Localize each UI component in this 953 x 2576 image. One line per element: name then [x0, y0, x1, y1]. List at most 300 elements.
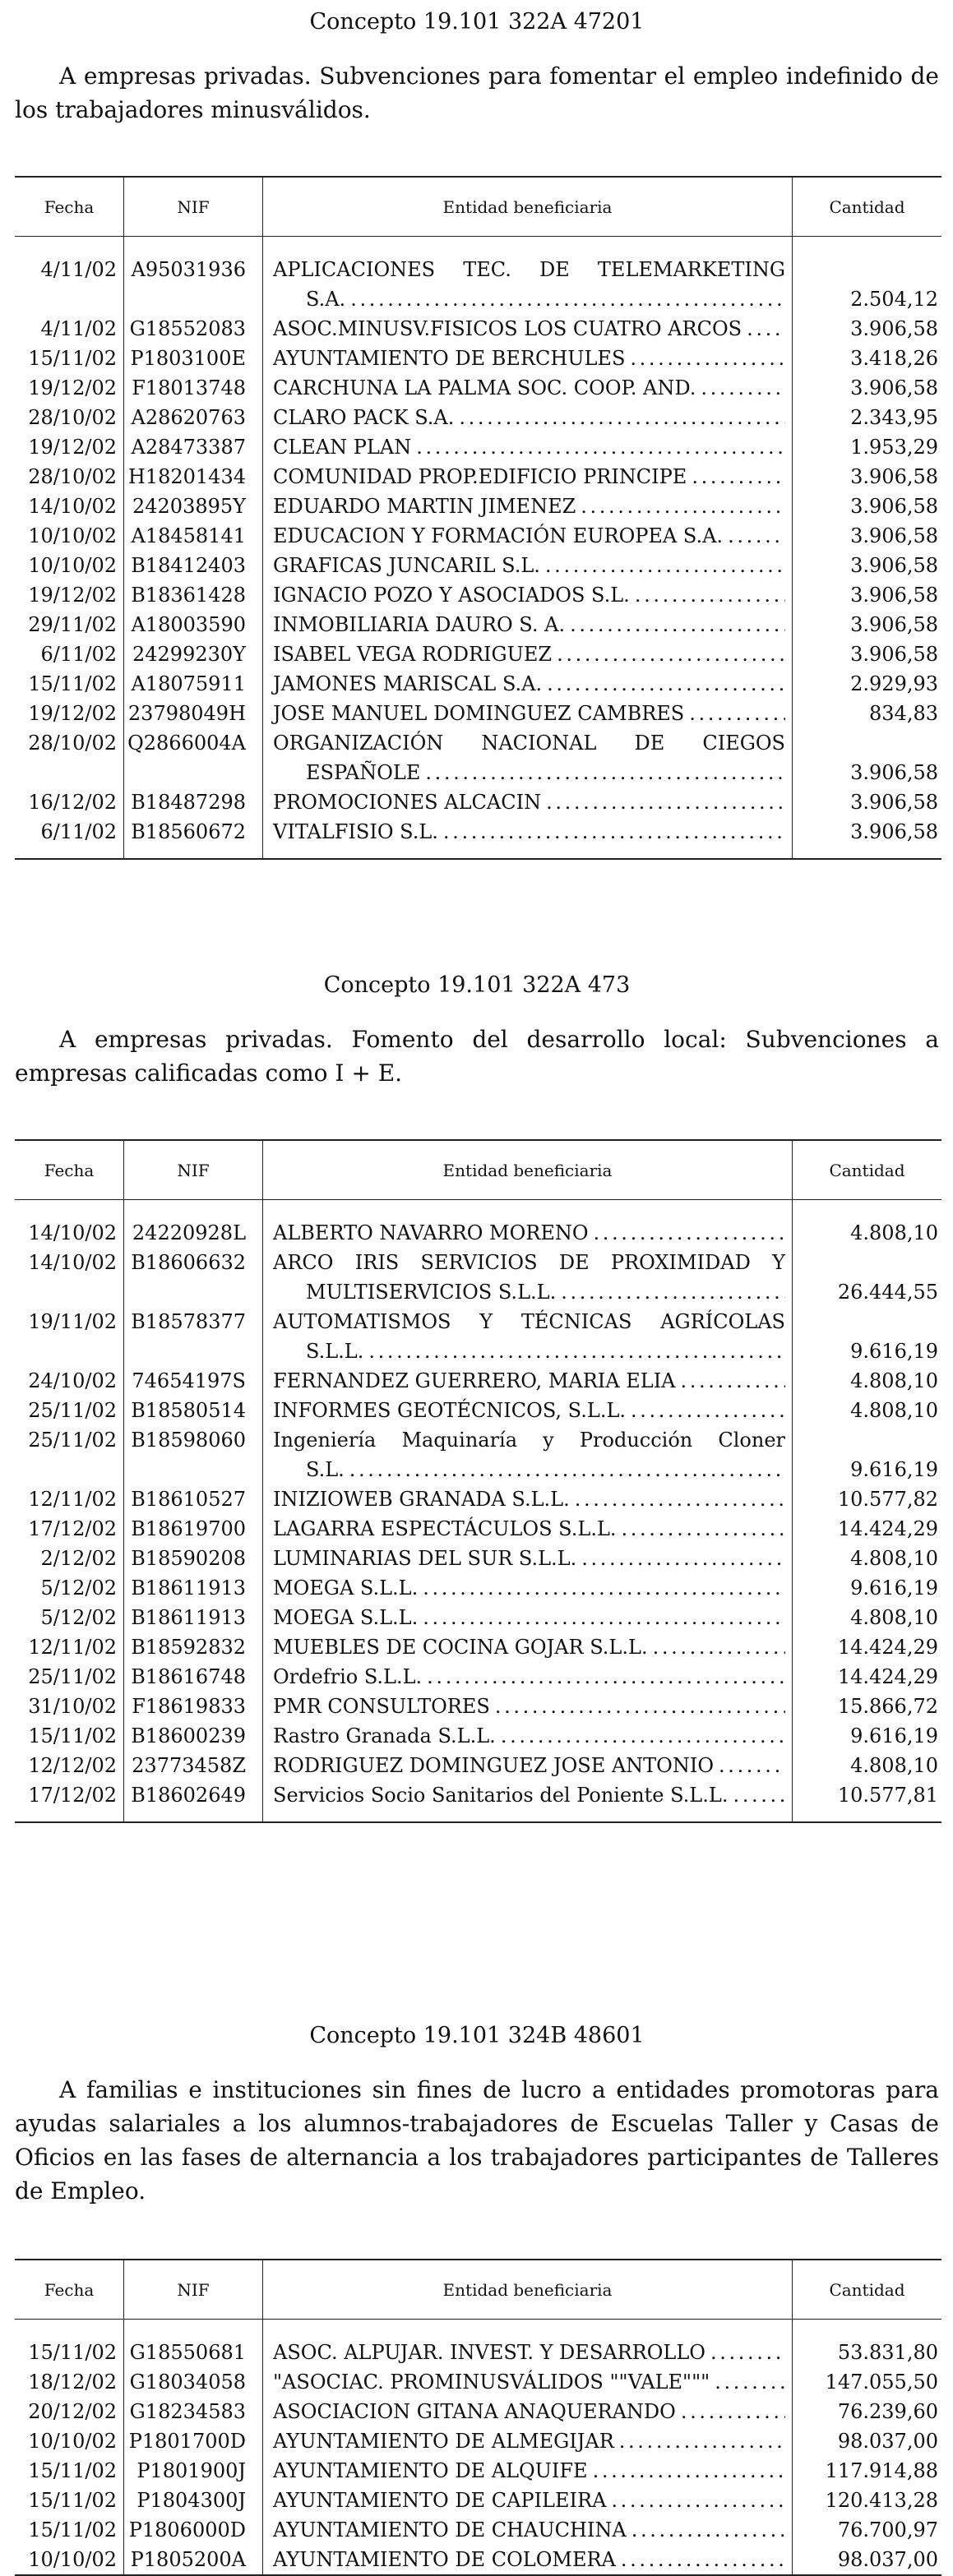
table-row [15, 551, 941, 580]
dot-leader [547, 669, 785, 699]
table-row [15, 1692, 941, 1721]
dot-leader [425, 758, 785, 787]
table-row [15, 1751, 941, 1780]
entity-name: CLEAN PLAN [273, 436, 412, 459]
row-entity [263, 521, 793, 551]
row-date: 4/11/02 [40, 317, 117, 340]
row-amount: 53.831,80 [793, 2338, 942, 2367]
table-row [15, 1603, 941, 1632]
table-row [15, 580, 941, 610]
row-amount: 98.037,00 [793, 2426, 942, 2456]
dot-leader [581, 492, 785, 521]
table-row [15, 2486, 941, 2515]
entity-name-line2: S.L. [306, 1458, 345, 1481]
row-nif: P1801700D [124, 2426, 263, 2456]
table-row [15, 2338, 941, 2367]
row-date: 15/11/02 [28, 1724, 117, 1747]
row-entity [263, 344, 793, 373]
dot-leader [621, 2545, 785, 2574]
entity-name: GRAFICAS JUNCARIL S.L. [273, 554, 540, 577]
row-date: 28/10/02 [28, 732, 117, 755]
row-amount: 3.906,58 [793, 373, 942, 403]
dot-leader [631, 1396, 785, 1425]
row-entity [263, 728, 793, 787]
header-fecha: Fecha [15, 177, 124, 237]
row-entity [263, 2486, 793, 2515]
row-amount: 3.418,26 [793, 344, 942, 373]
header-nif: NIF [124, 1140, 263, 1200]
entity-name-line1: ARCO IRIS SERVICIOS DE PROXIMIDAD Y [273, 1251, 785, 1274]
table-header-row [15, 2260, 941, 2320]
table-row [15, 344, 941, 373]
table-row [15, 1366, 941, 1396]
row-entity [263, 1692, 793, 1721]
entity-name: ALBERTO NAVARRO MORENO [273, 1221, 589, 1244]
concept-section [15, 2014, 939, 2576]
row-nif: P1804300J [124, 2486, 263, 2515]
row-amount: 2.929,93 [793, 669, 942, 699]
row-date: 15/11/02 [28, 2341, 117, 2364]
row-nif: 74654197S [124, 1366, 263, 1396]
row-amount: 2.343,95 [793, 403, 942, 432]
entity-name-line2: S.L.L. [306, 1340, 364, 1363]
row-date: 6/11/02 [40, 820, 117, 843]
row-entity [263, 1425, 793, 1484]
dot-leader [594, 1218, 785, 1248]
entity-name-line1: APLICACIONES TEC. DE TELEMARKETING [273, 258, 785, 281]
row-nif: B18619700 [124, 1514, 263, 1544]
row-entity [263, 1721, 793, 1751]
dot-leader [689, 699, 785, 728]
row-entity [263, 787, 793, 817]
dot-leader [581, 1544, 785, 1573]
row-amount: 10.577,82 [793, 1484, 942, 1514]
table-row [15, 314, 941, 344]
table-row [15, 1780, 941, 1810]
entity-name: PROMOCIONES ALCACIN [273, 791, 542, 814]
row-amount: 3.906,58 [793, 521, 942, 551]
row-entity [263, 2338, 793, 2367]
row-entity [263, 373, 793, 403]
row-amount: 3.906,58 [793, 817, 942, 847]
entity-name: LUMINARIAS DEL SUR S.L.L. [273, 1547, 577, 1570]
entity-name: Rastro Granada S.L.L. [273, 1724, 496, 1747]
entity-name: INFORMES GEOTÉCNICOS, S.L.L. [273, 1399, 627, 1422]
row-date: 25/11/02 [28, 1429, 117, 1452]
dot-leader [423, 1573, 785, 1603]
row-entity [263, 1248, 793, 1307]
dot-leader [631, 2515, 785, 2545]
row-entity [263, 2515, 793, 2545]
header-entidad: Entidad beneficiaria [263, 177, 793, 237]
row-date: 10/10/02 [28, 2548, 117, 2571]
dot-leader [635, 580, 785, 610]
row-date: 17/12/02 [28, 1784, 117, 1807]
entity-name: ISABEL VEGA RODRIGUEZ [273, 643, 553, 666]
table-row [15, 2545, 941, 2575]
entity-name-line1: Ingeniería Maquinaría y Producción Cloner [273, 1429, 785, 1452]
table-header-row [15, 177, 941, 237]
row-date: 16/12/02 [28, 791, 117, 814]
row-entity [263, 580, 793, 610]
row-amount: 3.906,58 [793, 639, 942, 669]
row-nif: 24299230Y [124, 639, 263, 669]
row-nif: A28473387 [124, 432, 263, 462]
entity-name: CLARO PACK S.A. [273, 406, 455, 429]
entity-name: Servicios Socio Sanitarios del Poniente S.L.L. [273, 1784, 729, 1807]
entity-name: ASOC. ALPUJAR. INVEST. Y DESARROLLO [273, 2341, 705, 2364]
header-cantidad: Cantidad [793, 177, 942, 237]
row-amount: 4.808,10 [793, 1396, 942, 1425]
table-row [15, 1248, 941, 1307]
row-date: 15/11/02 [28, 2518, 117, 2541]
entity-name: AYUNTAMIENTO DE BERCHULES [273, 347, 626, 370]
dot-leader [575, 1484, 785, 1514]
row-amount: 3.906,58 [793, 314, 942, 344]
table-row [15, 1573, 941, 1603]
entity-name: ASOCIACION GITANA ANAQUERANDO [273, 2400, 676, 2423]
row-nif: 23773458Z [124, 1751, 263, 1780]
table-row [15, 255, 941, 314]
row-entity [263, 492, 793, 521]
row-date: 2/12/02 [40, 1547, 117, 1570]
row-entity [263, 403, 793, 432]
header-entidad: Entidad beneficiaria [263, 2260, 793, 2320]
row-entity [263, 314, 793, 344]
concept-section [15, 963, 939, 1823]
row-date: 10/10/02 [28, 2430, 117, 2453]
entity-name: VITALFISIO S.L. [273, 820, 438, 843]
dot-leader [710, 2338, 785, 2367]
row-date: 25/11/02 [28, 1399, 117, 1422]
row-date: 19/12/02 [28, 376, 117, 399]
entity-name: JOSE MANUEL DOMINGUEZ CAMBRES [273, 702, 685, 725]
row-date: 19/12/02 [28, 584, 117, 607]
entity-name: EDUARDO MARTIN JIMENEZ [273, 495, 576, 518]
row-date: 17/12/02 [28, 1517, 117, 1540]
entity-name-line2: ESPAÑOLE [306, 761, 421, 784]
row-nif: B18602649 [124, 1780, 263, 1810]
row-entity [263, 1573, 793, 1603]
dot-leader [501, 1721, 785, 1751]
row-entity [263, 610, 793, 639]
table-row [15, 521, 941, 551]
row-nif: B18600239 [124, 1721, 263, 1751]
entity-name: MOEGA S.L.L. [273, 1577, 419, 1600]
table-row [15, 2397, 941, 2426]
row-nif: G18234583 [124, 2397, 263, 2426]
table-header-row [15, 1140, 941, 1200]
row-date: 12/11/02 [28, 1636, 117, 1659]
entity-name: JAMONES MARISCAL S.A. [273, 672, 543, 695]
row-nif: G18552083 [124, 314, 263, 344]
row-amount: 4.808,10 [793, 1366, 942, 1396]
row-amount: 9.616,19 [793, 1721, 942, 1751]
concept-description: A empresas privadas. Fomento del desarrollo local: Subvenciones a empresas calificadas como I + E. [15, 1026, 939, 1087]
beneficiaries-table [15, 176, 941, 860]
entity-name: "ASOCIAC. PROMINUSVÁLIDOS ""VALE""" [273, 2371, 710, 2394]
row-entity [263, 699, 793, 728]
row-amount: 14.424,29 [793, 1632, 942, 1662]
row-entity [263, 2456, 793, 2486]
row-amount: 10.577,81 [793, 1780, 942, 1810]
row-entity [263, 432, 793, 462]
table-row [15, 728, 941, 787]
table-row [15, 699, 941, 728]
row-date: 15/11/02 [28, 347, 117, 370]
row-date: 15/11/02 [28, 672, 117, 695]
row-nif: B18578377 [124, 1307, 263, 1366]
table-row [15, 1218, 941, 1248]
row-amount: 76.239,60 [793, 2397, 942, 2426]
row-nif: B18361428 [124, 580, 263, 610]
row-amount: 3.906,58 [793, 462, 942, 492]
table-row [15, 373, 941, 403]
table-row [15, 2426, 941, 2456]
row-entity [263, 1307, 793, 1366]
dot-leader [459, 403, 785, 432]
header-entidad: Entidad beneficiaria [263, 1140, 793, 1200]
table-row [15, 492, 941, 521]
row-date: 10/10/02 [28, 524, 117, 547]
entity-name: EDUCACION Y FORMACIÓN EUROPEA S.A. [273, 524, 724, 547]
row-amount: 9.616,19 [793, 1307, 942, 1366]
row-date: 10/10/02 [28, 554, 117, 577]
row-amount: 9.616,19 [793, 1425, 942, 1484]
dot-leader [570, 610, 785, 639]
row-entity [263, 1484, 793, 1514]
row-nif: 24203895Y [124, 492, 263, 521]
row-amount: 3.906,58 [793, 728, 942, 787]
table-row [15, 403, 941, 432]
concept-title: Concepto 19.101 322A 473 [323, 972, 631, 998]
dot-leader [701, 373, 785, 403]
row-nif: F18619833 [124, 1692, 263, 1721]
header-fecha: Fecha [15, 1140, 124, 1200]
row-nif: H18201434 [124, 462, 263, 492]
table-row [15, 817, 941, 847]
dot-leader [546, 787, 785, 817]
row-date: 14/10/02 [28, 495, 117, 518]
table-row [15, 1307, 941, 1366]
dot-leader [495, 1692, 785, 1721]
row-nif: A28620763 [124, 403, 263, 432]
row-entity [263, 1751, 793, 1780]
table-row [15, 432, 941, 462]
row-nif: A18075911 [124, 669, 263, 699]
row-entity [263, 1662, 793, 1692]
dot-leader [349, 1455, 785, 1484]
row-entity [263, 2367, 793, 2397]
table-row [15, 1721, 941, 1751]
entity-name: CARCHUNA LA PALMA SOC. COOP. AND. [273, 376, 696, 399]
row-amount: 3.906,58 [793, 492, 942, 521]
dot-leader [681, 2397, 785, 2426]
table-row [15, 639, 941, 669]
row-entity [263, 1603, 793, 1632]
dot-leader [619, 2426, 785, 2456]
row-nif: B18611913 [124, 1573, 263, 1603]
row-nif: A18003590 [124, 610, 263, 639]
entity-name: ASOC.MINUSV.FISICOS LOS CUATRO ARCOS [273, 317, 743, 340]
dot-leader [368, 1336, 785, 1366]
row-date: 14/10/02 [28, 1251, 117, 1274]
table-row [15, 462, 941, 492]
dot-leader [350, 284, 785, 314]
row-date: 5/12/02 [40, 1606, 117, 1629]
dot-leader [715, 2367, 785, 2397]
dot-leader [557, 639, 785, 669]
dot-leader [719, 1751, 785, 1780]
table-row [15, 1544, 941, 1573]
entity-name-line1: AUTOMATISMOS Y TÉCNICAS AGRÍCOLAS [273, 1310, 785, 1333]
row-date: 19/11/02 [28, 1310, 117, 1333]
row-entity [263, 462, 793, 492]
row-date: 6/11/02 [40, 643, 117, 666]
table-row [15, 669, 941, 699]
row-amount: 834,83 [793, 699, 942, 728]
row-nif: B18590208 [124, 1544, 263, 1573]
entity-name: COMUNIDAD PROP.EDIFICIO PRINCIPE [273, 465, 687, 488]
row-date: 20/12/02 [28, 2400, 117, 2423]
dot-leader [427, 1662, 785, 1692]
row-nif: A95031936 [124, 255, 263, 314]
row-amount: 3.906,58 [793, 787, 942, 817]
entity-name: PMR CONSULTORES [273, 1695, 490, 1718]
concept-description: A familias e instituciones sin fines de lucro a entidades promotoras para ayudas salariales a los alumnos-trabajadores de Escuelas Taller y Casas de Oficios en las fases de alternancia a los trabajadores participantes de Talleres de Empleo. [15, 2076, 939, 2204]
dot-leader [692, 462, 785, 492]
table-row [15, 1632, 941, 1662]
dot-leader [593, 2456, 785, 2486]
row-entity [263, 817, 793, 847]
table-row [15, 1425, 941, 1484]
entity-name-line2: S.A. [306, 288, 346, 311]
row-date: 25/11/02 [28, 1665, 117, 1688]
concept-section [15, 0, 939, 860]
beneficiaries-table [15, 1139, 941, 1823]
row-nif: B18616748 [124, 1662, 263, 1692]
table-row [15, 2456, 941, 2486]
dot-leader [747, 314, 785, 344]
row-amount: 4.808,10 [793, 1218, 942, 1248]
dot-leader [728, 521, 785, 551]
entity-name: RODRIGUEZ DOMINGUEZ JOSE ANTONIO [273, 1754, 715, 1777]
row-amount: 2.504,12 [793, 255, 942, 314]
row-entity [263, 669, 793, 699]
row-amount: 9.616,19 [793, 1573, 942, 1603]
table-row [15, 1396, 941, 1425]
row-date: 24/10/02 [28, 1369, 117, 1392]
dot-leader [611, 2486, 785, 2515]
dot-leader [423, 1603, 785, 1632]
dot-leader [733, 1780, 785, 1810]
row-date: 12/11/02 [28, 1488, 117, 1511]
table-row [15, 1484, 941, 1514]
row-amount: 1.953,29 [793, 432, 942, 462]
header-cantidad: Cantidad [793, 2260, 942, 2320]
row-nif: G18550681 [124, 2338, 263, 2367]
row-date: 15/11/02 [28, 2489, 117, 2512]
row-nif: B18412403 [124, 551, 263, 580]
row-nif: B18560672 [124, 817, 263, 847]
entity-name: AYUNTAMIENTO DE CAPILEIRA [273, 2489, 607, 2512]
header-fecha: Fecha [15, 2260, 124, 2320]
row-date: 28/10/02 [28, 465, 117, 488]
row-nif: B18487298 [124, 787, 263, 817]
row-nif: P1806000D [124, 2515, 263, 2545]
row-amount: 14.424,29 [793, 1662, 942, 1692]
row-entity [263, 2426, 793, 2456]
table-row [15, 787, 941, 817]
dot-leader [443, 817, 785, 847]
row-nif: P1805200A [124, 2545, 263, 2575]
row-nif: B18610527 [124, 1484, 263, 1514]
row-date: 12/12/02 [28, 1754, 117, 1777]
row-entity [263, 2397, 793, 2426]
row-date: 19/12/02 [28, 436, 117, 459]
dot-leader [622, 1514, 785, 1544]
row-nif: B18592832 [124, 1632, 263, 1662]
row-nif: P1803100E [124, 344, 263, 373]
row-amount: 15.866,72 [793, 1692, 942, 1721]
dot-leader [416, 432, 785, 462]
row-amount: 4.808,10 [793, 1544, 942, 1573]
row-amount: 3.906,58 [793, 551, 942, 580]
table-row [15, 1514, 941, 1544]
header-nif: NIF [124, 177, 263, 237]
row-amount: 147.055,50 [793, 2367, 942, 2397]
row-nif: Q2866004A [124, 728, 263, 787]
concept-title: Concepto 19.101 322A 47201 [309, 9, 645, 35]
entity-name-line2: MULTISERVICIOS S.L.L. [306, 1281, 557, 1304]
row-entity [263, 1218, 793, 1248]
row-nif: P1801900J [124, 2456, 263, 2486]
row-amount: 98.037,00 [793, 2545, 942, 2575]
row-entity [263, 1366, 793, 1396]
row-amount: 14.424,29 [793, 1514, 942, 1544]
row-entity [263, 255, 793, 314]
row-amount: 3.906,58 [793, 610, 942, 639]
row-nif: B18598060 [124, 1425, 263, 1484]
row-entity [263, 1514, 793, 1544]
row-amount: 120.413,28 [793, 2486, 942, 2515]
row-amount: 4.808,10 [793, 1751, 942, 1780]
row-nif: B18580514 [124, 1396, 263, 1425]
entity-name: INMOBILIARIA DAURO S. A. [273, 613, 566, 636]
row-date: 29/11/02 [28, 613, 117, 636]
row-nif: F18013748 [124, 373, 263, 403]
row-date: 31/10/02 [28, 1695, 117, 1718]
entity-name: IGNACIO POZO Y ASOCIADOS S.L. [273, 584, 630, 607]
row-nif: A18458141 [124, 521, 263, 551]
entity-name: INIZIOWEB GRANADA S.L.L. [273, 1488, 570, 1511]
row-date: 19/12/02 [28, 702, 117, 725]
entity-name: AYUNTAMIENTO DE ALQUIFE [273, 2459, 588, 2482]
dot-leader [630, 344, 785, 373]
row-amount: 76.700,97 [793, 2515, 942, 2545]
row-amount: 4.808,10 [793, 1603, 942, 1632]
row-entity [263, 1632, 793, 1662]
header-cantidad: Cantidad [793, 1140, 942, 1200]
dot-leader [653, 1632, 785, 1662]
entity-name: AYUNTAMIENTO DE ALMEGIJAR [273, 2430, 614, 2453]
row-entity [263, 1544, 793, 1573]
row-date: 4/11/02 [40, 258, 117, 281]
dot-leader [681, 1366, 785, 1396]
row-date: 18/12/02 [28, 2371, 117, 2394]
table-row [15, 2367, 941, 2397]
entity-name: AYUNTAMIENTO DE CHAUCHINA [273, 2518, 627, 2541]
